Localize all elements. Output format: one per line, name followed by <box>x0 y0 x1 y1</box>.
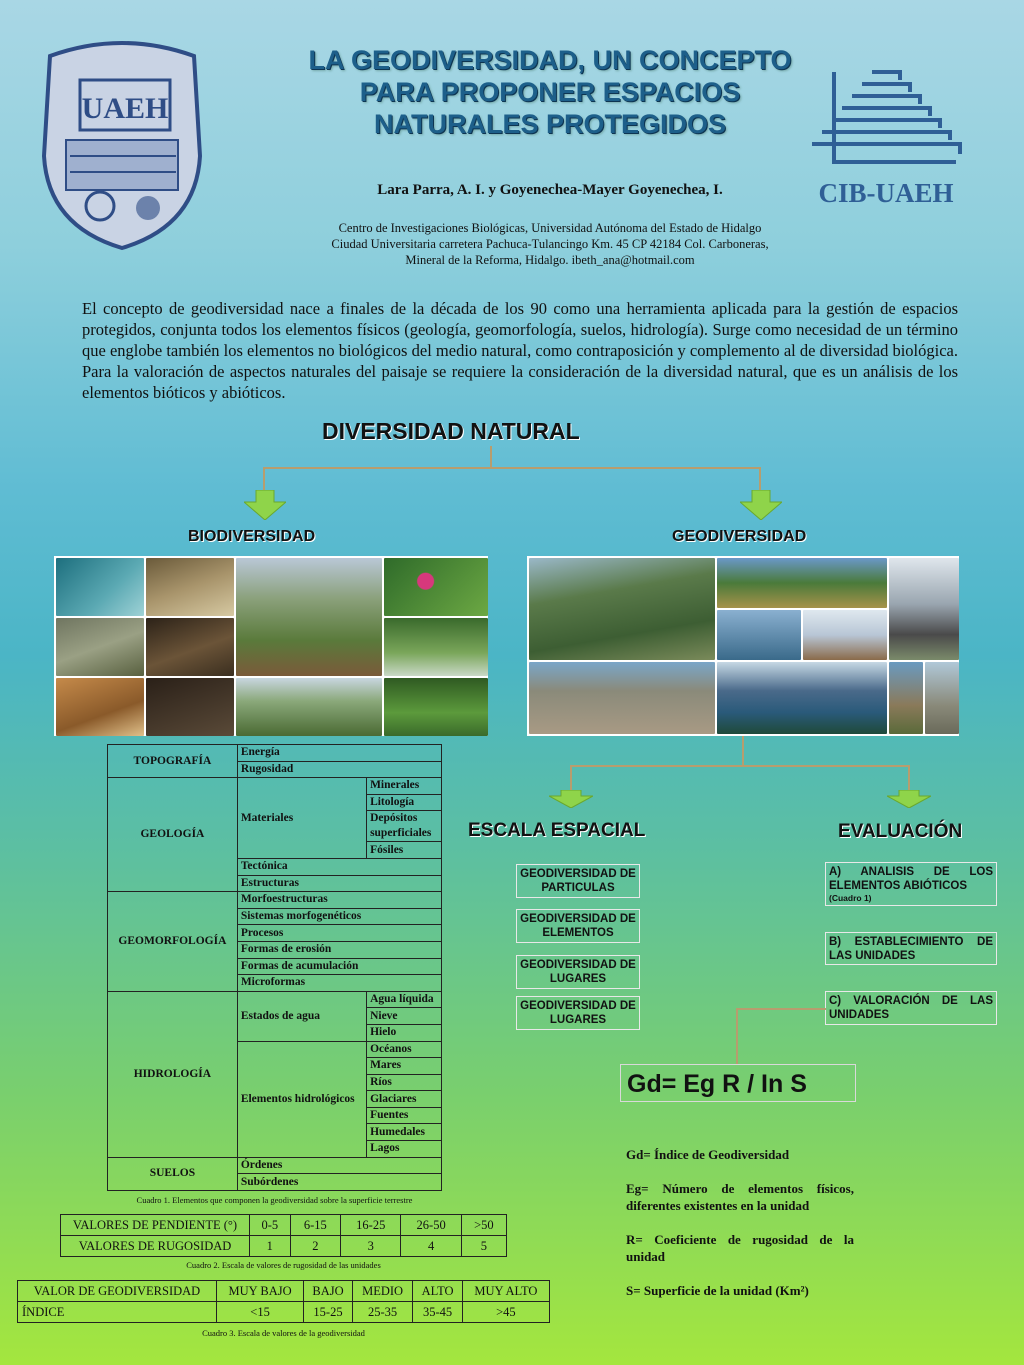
c3-cell: 25-35 <box>352 1302 412 1323</box>
badlands-photo <box>529 662 715 734</box>
cell-geomorf-item: Formas de erosión <box>237 941 441 958</box>
geodiversity-formula: Gd= Eg R / In S <box>620 1064 856 1102</box>
cuadro-3 <box>17 1280 550 1323</box>
cuadro-2 <box>60 1214 507 1257</box>
cell-ordenes: Órdenes <box>237 1157 441 1174</box>
cell-geomorf-item: Microformas <box>237 975 441 992</box>
geo-tree-right-drop <box>908 765 910 791</box>
deer-photo <box>56 678 144 736</box>
c2-header: VALORES DE PENDIENTE (°) <box>61 1215 250 1236</box>
uaeh-logo <box>30 36 214 250</box>
c2-cell: 5 <box>461 1236 506 1257</box>
river-valley-photo <box>236 678 382 736</box>
c3-cell: >45 <box>462 1302 549 1323</box>
volcano-photo <box>889 558 959 660</box>
cat-hidrologia: HIDROLOGÍA <box>108 991 238 1157</box>
title-line-3: NATURALES PROTEGIDOS <box>373 109 726 139</box>
intro-paragraph: El concepto de geodiversidad nace a finales de la década de los 90 como una herramienta aplicada para la gestión de espacios protegidos, conjunta todos los elementos físicos (geología, geomorfología, suelos, hidrología). Surge como necesidad de un término que englobe también los elementos no biológicos del medio natural, como contraposición y complemento al de diversidad biológica. Para la valoración de aspectos naturales del paisaje se requiere la consideración de la diversidad natural, que es un análisis de los elementos bióticos y abióticos. <box>82 299 958 402</box>
escala-box-label: GEODIVERSIDAD DE PARTICULAS <box>520 868 636 894</box>
escala-box-elementos <box>516 909 640 943</box>
cell-estados: Estados de agua <box>237 991 366 1041</box>
legend-gd: Gd= Índice de Geodiversidad <box>626 1147 790 1162</box>
mountain-meadow-photo <box>717 558 887 608</box>
escala-box-label: GEODIVERSIDAD DE LUGARES <box>520 959 636 985</box>
legend-s: S= Superficie de la unidad (Km²) <box>626 1283 809 1298</box>
arrow-down-icon <box>244 490 286 525</box>
affiliation-line-3: Mineral de la Reforma, Hidalgo. ibeth_ana@hotmail.com <box>405 253 695 267</box>
eval-box-a-note: (Cuadro 1) <box>829 893 872 903</box>
rhinoceros-photo <box>56 618 144 676</box>
cell-geomorf-item: Sistemas morfogenéticos <box>237 908 441 925</box>
biodiversidad-heading: BIODIVERSIDAD <box>188 528 316 545</box>
c2-cell: 3 <box>341 1236 401 1257</box>
c3-cell: MUY BAJO <box>217 1281 304 1302</box>
c2-header: VALORES DE RUGOSIDAD <box>61 1236 250 1257</box>
rocky-hills-photo <box>889 662 959 734</box>
escala-box-particulas <box>516 864 640 898</box>
geo-tree-left-drop <box>570 765 572 791</box>
geodiversidad-heading: GEODIVERSIDAD <box>672 528 807 545</box>
cell-elemento-item: Lagos <box>367 1141 442 1158</box>
cell-geomorf-item: Morfoestructuras <box>237 892 441 909</box>
c3-cell: <15 <box>217 1302 304 1323</box>
cat-geologia: GEOLOGÍA <box>108 778 238 892</box>
geodiversity-photo-collage <box>527 556 959 736</box>
cell-elemento-item: Fuentes <box>367 1107 442 1124</box>
cell-materiales: Materiales <box>237 778 366 859</box>
c3-cell: 15-25 <box>304 1302 353 1323</box>
cib-uaeh-logo-text: CIB-UAEH <box>818 178 954 208</box>
cell-elemento-item: Glaciares <box>367 1091 442 1108</box>
title-line-2: PARA PROPONER ESPACIOS <box>359 77 741 107</box>
eval-box-a-label: A) ANALISIS DE LOS ELEMENTOS ABIÓTICOS <box>829 866 993 892</box>
biodiversity-photo-collage <box>54 556 488 736</box>
c3-header: ÍNDICE <box>18 1302 217 1323</box>
cell-subordenes: Subórdenes <box>237 1174 441 1191</box>
echidna-photo <box>146 558 234 616</box>
eval-box-b-label: B) ESTABLECIMIENTO DE LAS UNIDADES <box>829 936 993 962</box>
cell-estructuras: Estructuras <box>237 875 441 892</box>
affiliation-line-2: Ciudad Universitaria carretera Pachuca-Tulancingo Km. 45 CP 42184 Col. Carboneras, <box>331 237 769 251</box>
cell-rugosidad: Rugosidad <box>237 761 441 778</box>
cell-elemento-item: Mares <box>367 1058 442 1075</box>
c2-cell: 2 <box>290 1236 340 1257</box>
authors: Lara Parra, A. I. y Goyenechea-Mayer Goyenechea, I. <box>377 182 723 198</box>
formula-connector-h <box>736 1008 826 1010</box>
title-line-1: LA GEODIVERSIDAD, UN CONCEPTO <box>308 45 792 75</box>
c2-cell: 16-25 <box>341 1215 401 1236</box>
c2-cell: 26-50 <box>401 1215 461 1236</box>
c2-cell: 1 <box>250 1236 291 1257</box>
cell-depositos: Depósitos superficiales <box>367 811 442 842</box>
dark-animal-photo <box>146 678 234 736</box>
cuadro-3-caption: Cuadro 3. Escala de valores de la geodiversidad <box>202 1328 365 1338</box>
cell-geomorf-item: Formas de acumulación <box>237 958 441 975</box>
cell-tectonica: Tectónica <box>237 858 441 875</box>
cell-fosiles: Fósiles <box>367 842 442 859</box>
alpine-lake-photo <box>717 610 887 660</box>
cuadro-2-caption: Cuadro 2. Escala de valores de rugosidad de las unidades <box>186 1260 381 1270</box>
escala-box-lugares-1 <box>516 955 640 989</box>
diversidad-natural-heading: DIVERSIDAD NATURAL <box>322 418 580 444</box>
arrow-down-icon <box>549 790 593 813</box>
eval-box-a <box>825 862 997 906</box>
eval-box-c-label: C) VALORACIÓN DE LAS UNIDADES <box>829 995 993 1021</box>
civet-photo <box>146 618 234 676</box>
cuadro-1 <box>107 744 442 1191</box>
cat-topografia: TOPOGRAFÍA <box>108 745 238 778</box>
c3-header: VALOR DE GEODIVERSIDAD <box>18 1281 217 1302</box>
escala-box-lugares-2 <box>516 996 640 1030</box>
cell-estado-item: Hielo <box>367 1024 442 1041</box>
cat-geomorfologia: GEOMORFOLOGÍA <box>108 892 238 992</box>
tree-stem <box>490 446 492 468</box>
legend-eg: Eg= Número de elementos físicos, diferentes existentes en la unidad <box>626 1181 854 1213</box>
tree-right-drop <box>759 467 761 491</box>
cell-elemento-item: Ríos <box>367 1074 442 1091</box>
c3-cell: ALTO <box>413 1281 463 1302</box>
forest-stream-photo <box>384 618 488 676</box>
cat-suelos: SUELOS <box>108 1157 238 1190</box>
arrow-down-icon <box>887 790 931 813</box>
cell-energia: Energía <box>237 745 441 762</box>
evaluacion-heading: EVALUACIÓN <box>838 821 963 842</box>
cuadro-1-caption: Cuadro 1. Elementos que componen la geodiversidad sobre la superficie terrestre <box>136 1195 413 1205</box>
cell-estado-item: Agua líquida <box>367 991 442 1008</box>
tree-left-drop <box>263 467 265 491</box>
cell-minerales: Minerales <box>367 778 442 795</box>
cell-litologia: Litología <box>367 794 442 811</box>
cell-elemento-item: Humedales <box>367 1124 442 1141</box>
flowers-photo <box>384 558 488 616</box>
formula-legend <box>626 1146 854 1316</box>
cell-geomorf-item: Procesos <box>237 925 441 942</box>
c2-cell: 0-5 <box>250 1215 291 1236</box>
cactus-landscape-photo <box>236 558 382 676</box>
c3-cell: 35-45 <box>413 1302 463 1323</box>
tree-bar <box>263 467 761 469</box>
affiliation <box>250 220 850 268</box>
cell-elementos: Elementos hidrológicos <box>237 1041 366 1157</box>
escala-espacial-heading: ESCALA ESPACIAL <box>468 820 646 841</box>
legend-r: R= Coeficiente de rugosidad de la unidad <box>626 1232 854 1264</box>
c3-cell: MEDIO <box>352 1281 412 1302</box>
cell-estado-item: Nieve <box>367 1008 442 1025</box>
cell-elemento-item: Océanos <box>367 1041 442 1058</box>
eval-box-c <box>825 991 997 1025</box>
c3-cell: MUY ALTO <box>462 1281 549 1302</box>
c3-cell: BAJO <box>304 1281 353 1302</box>
poster-title <box>250 44 850 140</box>
c2-cell: 6-15 <box>290 1215 340 1236</box>
c2-cell: >50 <box>461 1215 506 1236</box>
escala-box-label: GEODIVERSIDAD DE LUGARES <box>520 1000 636 1026</box>
uaeh-logo-text: UAEH <box>81 92 169 125</box>
arrow-down-icon <box>740 490 782 525</box>
geo-tree-stem <box>742 736 744 766</box>
c2-cell: 4 <box>401 1236 461 1257</box>
fjord-photo <box>717 662 887 734</box>
fish-photo <box>56 558 144 616</box>
escala-box-label: GEODIVERSIDAD DE ELEMENTOS <box>520 913 636 939</box>
affiliation-line-1: Centro de Investigaciones Biológicas, Universidad Autónoma del Estado de Hidalgo <box>338 221 762 235</box>
mountain-ridges-photo <box>529 558 715 660</box>
formula-connector-v <box>736 1008 738 1065</box>
tropical-forest-photo <box>384 678 488 736</box>
geo-tree-bar <box>570 765 910 767</box>
eval-box-b <box>825 932 997 965</box>
